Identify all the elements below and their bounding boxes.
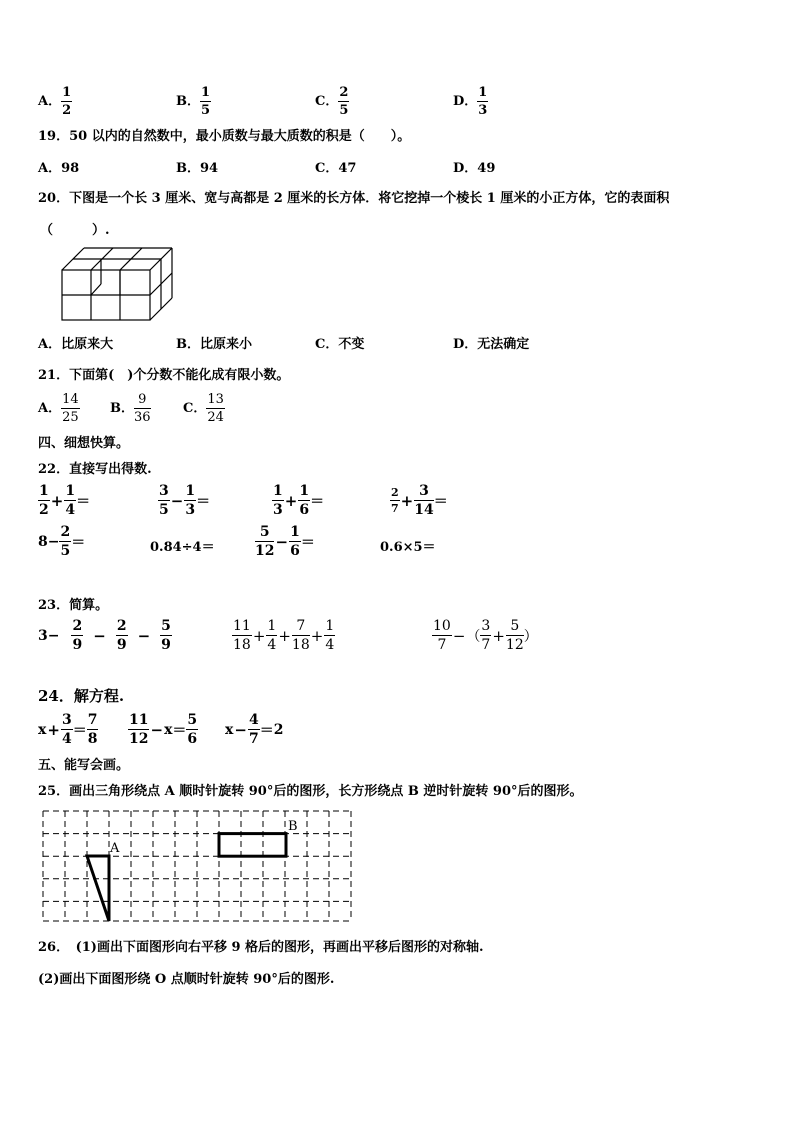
q18-option-b: B． $\frac{1}{5}$ xyxy=(176,85,211,118)
q24-equation-1: x + $\frac{3}{4}$ ＝ $\frac{7}{8}$ xyxy=(38,712,98,747)
q20-blank: （ ）. xyxy=(40,223,110,238)
q26-text-1: 26． (1)画出下面图形向右平移 9 格后的图形，再画出平移后图形的对称轴. xyxy=(38,940,484,955)
q23-expr-3: $\frac{10}{7}$ − （ $\frac{3}{7}$ + $\frac{5}{12}$ ） xyxy=(433,618,538,653)
q22-item-6: 0.84÷4＝ xyxy=(150,540,215,555)
q23-text: 23．简算。 xyxy=(38,598,109,613)
fraction: $\frac{2}{5}$ xyxy=(339,85,349,118)
q21-option-b: B． $\frac{9}{36}$ xyxy=(110,392,151,425)
fraction: $\frac{1}{5}$ xyxy=(201,85,211,118)
q22-item-4: $\frac{2}{7}$ + $\frac{3}{14}$ ＝ xyxy=(391,483,448,518)
fraction: $\frac{13}{24}$ xyxy=(207,392,224,425)
fraction: $\frac{1}{3}$ xyxy=(478,85,488,118)
q18-option-c: C． $\frac{2}{5}$ xyxy=(315,85,349,118)
q20-option-b: B．比原来小 xyxy=(176,337,252,352)
q25-text: 25．画出三角形绕点 A 顺时针旋转 90°后的图形，长方形绕点 B 逆时针旋转 90°后的图形。 xyxy=(38,784,583,799)
q19-option-d: D．49 xyxy=(453,161,496,176)
q22-item-1: $\frac{1}{2}$ + $\frac{1}{4}$ ＝ xyxy=(39,483,91,518)
q20-option-a: A．比原来大 xyxy=(38,337,114,352)
q19-option-c: C．47 xyxy=(315,161,357,176)
cuboid-figure xyxy=(55,238,175,324)
q24-equation-3: x − $\frac{4}{7}$ ＝ 2 xyxy=(225,712,284,747)
fraction: $\frac{1}{2}$ xyxy=(62,85,72,118)
q24-equation-2: $\frac{11}{12}$ − x ＝ $\frac{5}{6}$ xyxy=(129,712,198,747)
q23-expr-2: $\frac{11}{18}$ + $\frac{1}{4}$ + $\frac{7}{18}$ + $\frac{1}{4}$ xyxy=(233,618,335,653)
q20-option-c: C．不变 xyxy=(315,337,365,352)
q20-text: 20．下图是一个长 3 厘米、宽与高都是 2 厘米的长方体．将它挖掉一个棱长 1 厘米的小正方体，它的表面积 xyxy=(38,191,670,206)
rectangle-shape xyxy=(219,834,286,857)
q19-option-b: B．94 xyxy=(176,161,219,176)
q22-text: 22．直接写出得数. xyxy=(38,462,152,477)
q19-text: 19．50 以内的自然数中，最小质数与最大质数的积是（ ）。 xyxy=(38,129,411,144)
q22-item-7: $\frac{5}{12}$ − $\frac{1}{6}$ ＝ xyxy=(255,524,315,559)
q20-option-d: D．无法确定 xyxy=(453,337,530,352)
q24-text: 24．解方程. xyxy=(38,687,125,705)
fraction: $\frac{9}{36}$ xyxy=(134,392,151,425)
q19-option-a: A．98 xyxy=(38,161,80,176)
q22-item-8: 0.6×5＝ xyxy=(380,540,436,555)
q21-option-c: C． $\frac{13}{24}$ xyxy=(183,392,224,425)
triangle-shape xyxy=(87,856,109,921)
q22-item-3: $\frac{1}{3}$ + $\frac{1}{6}$ ＝ xyxy=(273,483,325,518)
q18-option-d: D． $\frac{1}{3}$ xyxy=(453,85,488,118)
q26-text-2: (2)画出下面图形绕 O 点顺时针旋转 90°后的图形. xyxy=(38,972,335,987)
q23-expr-1: 3− $\frac{2}{9}$ − $\frac{2}{9}$ − $\frac{5}{9}$ xyxy=(38,618,171,653)
q22-item-2: $\frac{3}{5}$ − $\frac{1}{3}$ ＝ xyxy=(159,483,211,518)
point-a-label: A xyxy=(110,841,120,856)
q21-option-a: A． $\frac{14}{25}$ xyxy=(38,392,79,425)
section-4-heading: 四、细想快算。 xyxy=(38,436,130,451)
section-5-heading: 五、能写会画。 xyxy=(38,758,130,773)
q18-option-a: A． $\frac{1}{2}$ xyxy=(38,85,72,118)
fraction: $\frac{14}{25}$ xyxy=(62,392,79,425)
q22-item-5: 8− $\frac{2}{5}$ ＝ xyxy=(38,524,86,559)
q21-text: 21．下面第( )个分数不能化成有限小数。 xyxy=(38,368,290,383)
point-b-label: B xyxy=(288,819,298,834)
q25-grid-figure xyxy=(40,808,358,926)
